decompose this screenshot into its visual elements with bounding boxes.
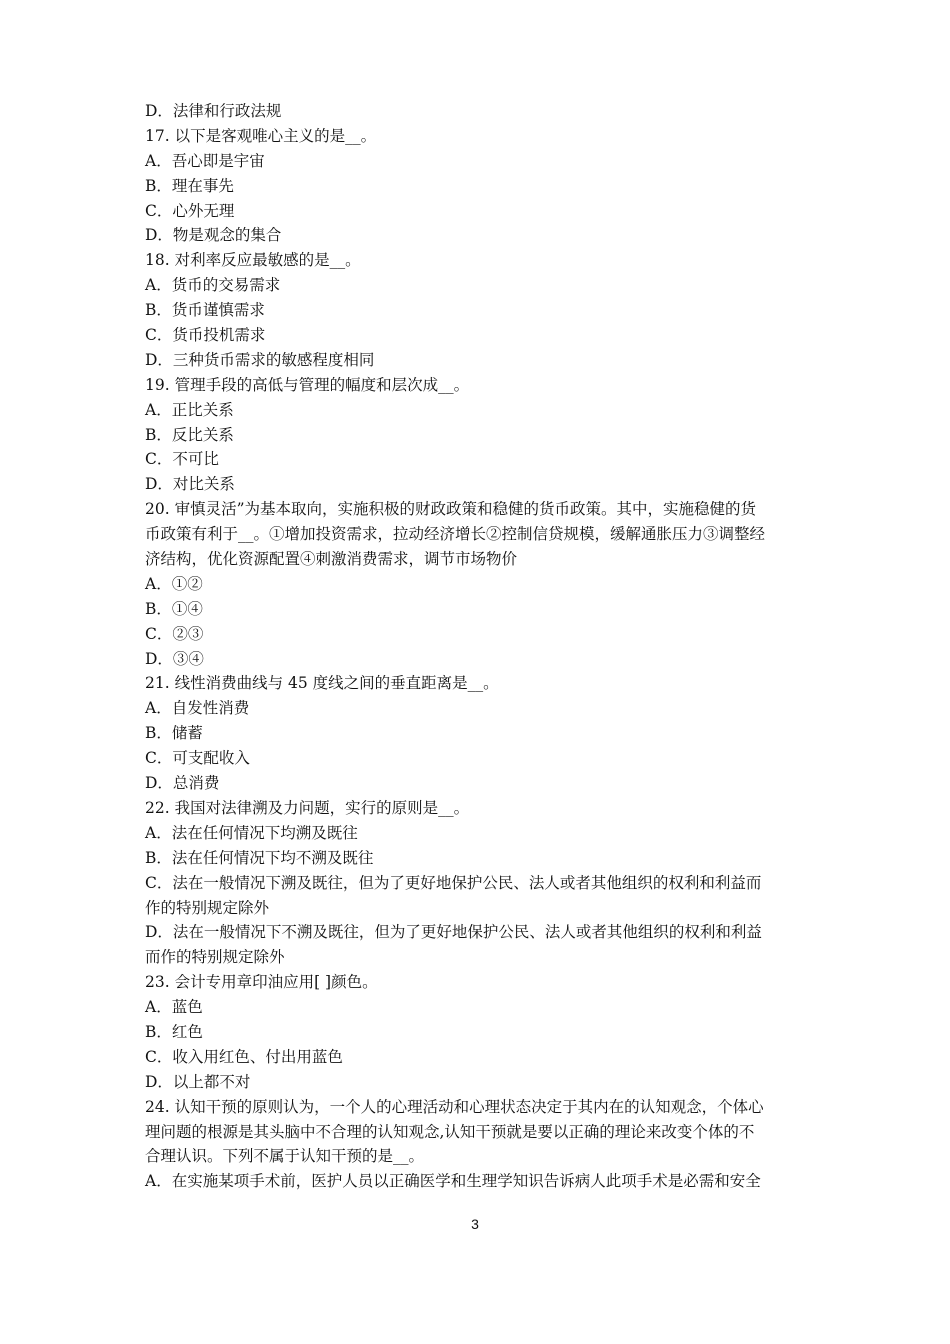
- option-line: B．红色: [145, 1022, 203, 1041]
- option-line: A．蓝色: [145, 998, 203, 1017]
- question-line: 币政策有利于__。①增加投资需求，拉动经济增长②控制信贷规模，缓解通胀压力③调整经: [145, 525, 766, 544]
- option-line: A．法在任何情况下均溯及既往: [145, 823, 358, 842]
- question-line: 20. 审慎灵活”为基本取向，实施积极的财政政策和稳健的货币政策。其中，实施稳健的货: [145, 500, 757, 519]
- option-line: C．法在一般情况下溯及既往，但为了更好地保护公民、法人或者其他组织的权利和利益而: [145, 873, 762, 892]
- option-line: C．②③: [145, 624, 204, 643]
- option-line: A．货币的交易需求: [145, 276, 281, 295]
- option-line: B．储蓄: [145, 724, 203, 743]
- option-line: A．①②: [145, 574, 203, 593]
- option-line: C．收入用红色、付出用蓝色: [145, 1047, 343, 1066]
- question-line: 23. 会计专用章印油应用[ ]颜色。: [145, 973, 378, 992]
- question-line: 理问题的根源是其头脑中不合理的认知观念,认知干预就是要以正确的理论来改变个体的不: [145, 1122, 755, 1141]
- question-line: 22. 我国对法律溯及力问题，实行的原则是__。: [145, 798, 470, 817]
- option-line: B．理在事先: [145, 176, 234, 195]
- question-line: 24. 认知干预的原则认为，一个人的心理活动和心理状态决定于其内在的认知观念，个体心: [145, 1097, 764, 1116]
- option-line: B．法在任何情况下均不溯及既往: [145, 848, 374, 867]
- page-number: 3: [471, 1216, 479, 1232]
- option-line: C．可支配收入: [145, 749, 250, 768]
- option-line: D．以上都不对: [145, 1072, 251, 1091]
- option-line: A．正比关系: [145, 400, 234, 419]
- option-line: A．自发性消费: [145, 699, 250, 718]
- option-line: 作的特别规定除外: [145, 898, 270, 917]
- document-body: [145, 99, 815, 1194]
- question-line: 合理认识。下列不属于认知干预的是__。: [145, 1147, 425, 1166]
- option-line: D．总消费: [145, 774, 220, 793]
- option-line: B．货币谨慎需求: [145, 301, 265, 320]
- option-line: B．反比关系: [145, 425, 234, 444]
- question-line: 21. 线性消费曲线与 45 度线之间的垂直距离是__。: [145, 674, 499, 693]
- option-line: C．货币投机需求: [145, 326, 266, 345]
- option-line: D．三种货币需求的敏感程度相同: [145, 350, 375, 369]
- option-line: D．法在一般情况下不溯及既往，但为了更好地保护公民、法人或者其他组织的权利和利益: [145, 923, 762, 942]
- option-line: A．吾心即是宇宙: [145, 151, 265, 170]
- option-line: D．法律和行政法规: [145, 102, 282, 120]
- option-line: C．不可比: [145, 450, 219, 469]
- question-line: 18. 对利率反应最敏感的是__。: [145, 251, 361, 270]
- option-line: A．在实施某项手术前，医护人员以正确医学和生理学知识告诉病人此项手术是必需和安全: [145, 1172, 761, 1191]
- question-line: 19. 管理手段的高低与管理的幅度和层次成__。: [145, 375, 470, 394]
- option-line: B．①④: [145, 599, 203, 618]
- option-line: D．对比关系: [145, 475, 235, 494]
- option-line: D．物是观念的集合: [145, 226, 282, 245]
- option-line: D．③④: [145, 649, 204, 668]
- question-line: 济结构，优化资源配置④刺激消费需求，调节市场物价: [145, 550, 518, 569]
- question-line: 17. 以下是客观唯心主义的是__。: [145, 126, 377, 145]
- option-line: 而作的特别规定除外: [145, 948, 285, 967]
- option-line: C．心外无理: [145, 201, 235, 220]
